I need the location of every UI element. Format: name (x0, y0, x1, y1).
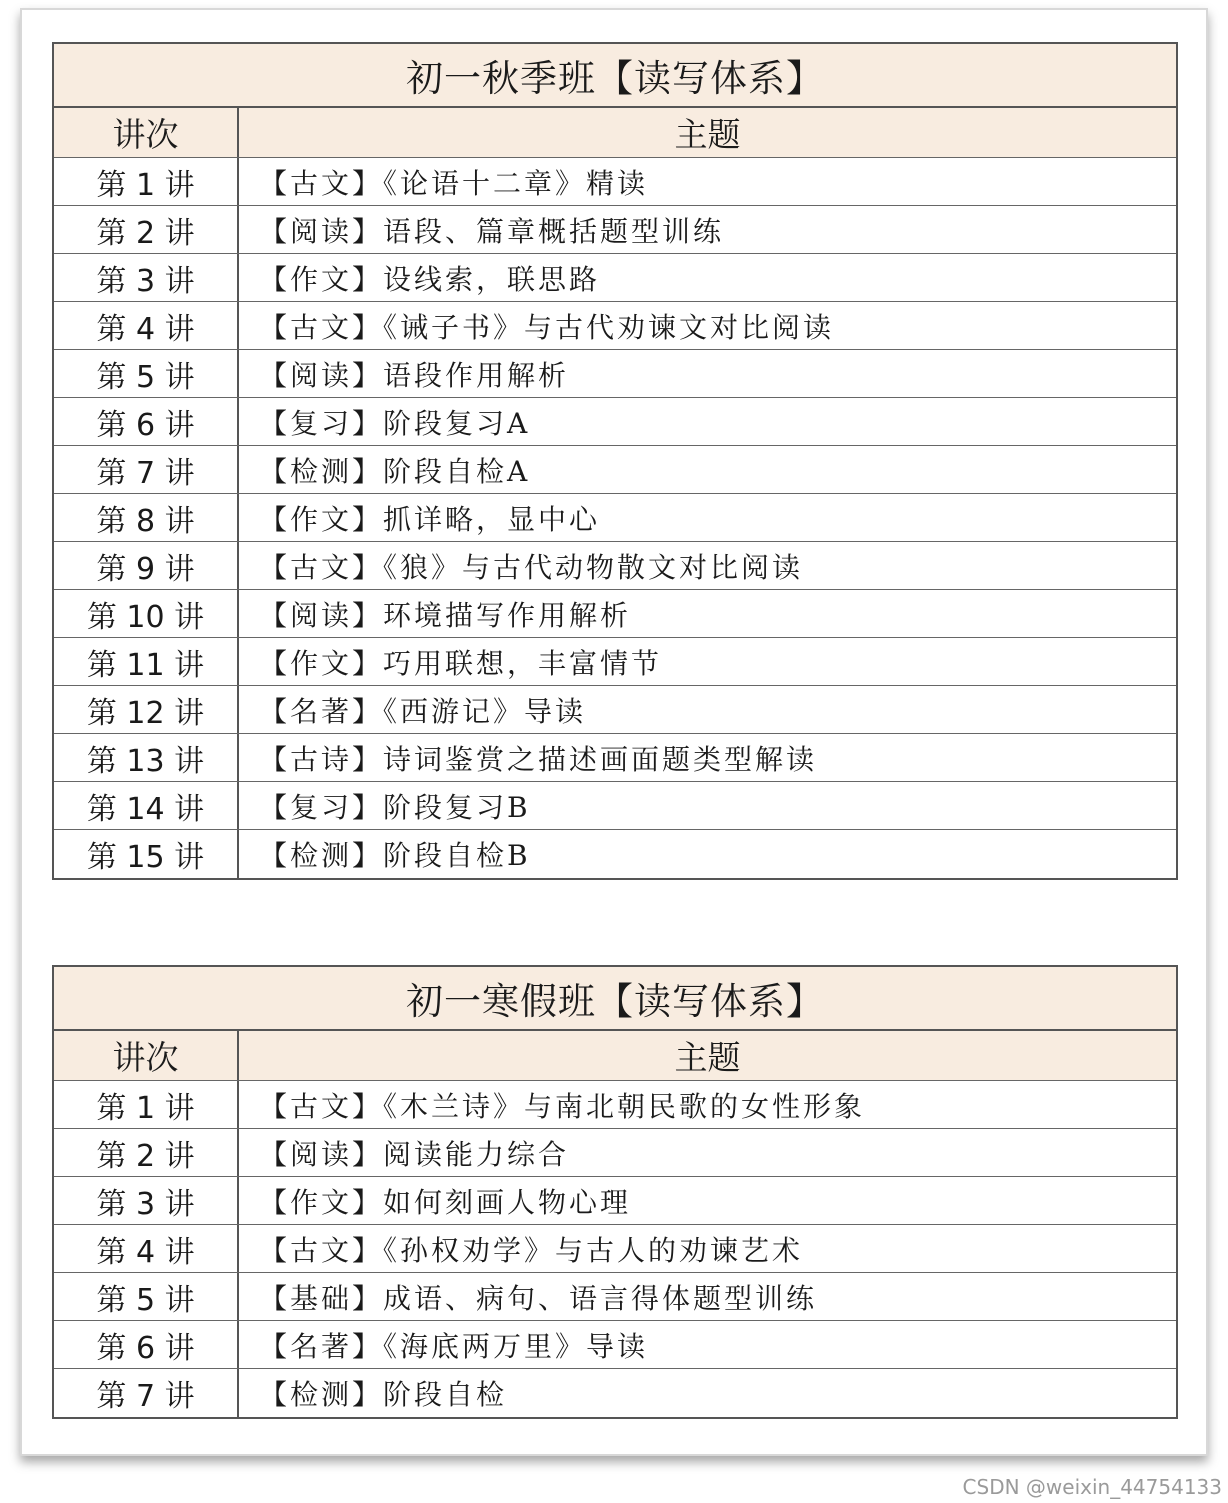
lecture-number-cell: 第 4 讲 (54, 302, 239, 349)
table-row (54, 254, 1176, 302)
table-header-row (54, 1031, 1176, 1081)
topic-cell: 【复习】阶段复习B (259, 790, 531, 824)
table-row (54, 1225, 1176, 1273)
table-row (54, 446, 1176, 494)
table-row (54, 734, 1176, 782)
topic-cell: 【古文】《木兰诗》与南北朝民歌的女性形象 (259, 1089, 866, 1123)
topic-cell: 【古诗】诗词鉴赏之描述画面题类型解读 (259, 742, 818, 776)
topic-cell: 【检测】阶段自检A (259, 454, 531, 488)
table-title: 初一寒假班【读写体系】 (54, 967, 1176, 1031)
topic-cell: 【作文】巧用联想，丰富情节 (259, 646, 663, 680)
lecture-number-cell: 第 14 讲 (54, 782, 239, 829)
lecture-number-cell: 第 8 讲 (54, 494, 239, 541)
topic-cell: 【古文】《孙权劝学》与古人的劝谏艺术 (259, 1233, 804, 1267)
lecture-number-cell: 第 7 讲 (54, 1369, 239, 1417)
lecture-number-cell: 第 7 讲 (54, 446, 239, 493)
topic-cell: 【古文】《诫子书》与古代劝谏文对比阅读 (259, 310, 835, 344)
table-row (54, 1369, 1176, 1417)
lecture-number-cell: 第 2 讲 (54, 1129, 239, 1176)
table-row (54, 350, 1176, 398)
table-row (54, 158, 1176, 206)
lecture-number-cell: 第 6 讲 (54, 1321, 239, 1368)
topic-cell: 【作文】抓详略，显中心 (259, 502, 601, 536)
table-row (54, 830, 1176, 878)
table-body (54, 108, 1176, 878)
table-header-row (54, 108, 1176, 158)
lecture-number-cell: 第 4 讲 (54, 1225, 239, 1272)
lecture-number-cell: 第 6 讲 (54, 398, 239, 445)
topic-cell: 【名著】《海底两万里》导读 (259, 1329, 649, 1363)
topic-cell: 【检测】阶段自检 (259, 1378, 508, 1411)
column-header-topic: 主题 (674, 1038, 741, 1077)
lecture-number-cell: 第 15 讲 (54, 830, 239, 878)
topic-cell: 【阅读】语段作用解析 (259, 358, 570, 392)
lecture-number-cell: 第 1 讲 (54, 158, 239, 205)
table-row (54, 206, 1176, 254)
table-row (54, 302, 1176, 350)
table-row (54, 1081, 1176, 1129)
topic-cell: 【阅读】语段、篇章概括题型训练 (259, 214, 725, 248)
topic-cell: 【古文】《狼》与古代动物散文对比阅读 (259, 550, 804, 584)
topic-cell: 【阅读】阅读能力综合 (259, 1137, 570, 1171)
table-row (54, 638, 1176, 686)
lecture-number-cell: 第 3 讲 (54, 1177, 239, 1224)
topic-cell: 【作文】设线索，联思路 (259, 262, 601, 296)
lecture-number-cell: 第 5 讲 (54, 1273, 239, 1320)
table-row (54, 1129, 1176, 1177)
topic-cell: 【阅读】环境描写作用解析 (259, 598, 632, 632)
table-title: 初一秋季班【读写体系】 (54, 44, 1176, 108)
lecture-number-cell: 第 10 讲 (54, 590, 239, 637)
lecture-number-cell: 第 5 讲 (54, 350, 239, 397)
column-header-lecture: 讲次 (54, 108, 239, 157)
topic-cell: 【作文】如何刻画人物心理 (259, 1185, 632, 1219)
autumn-schedule-table (52, 42, 1178, 880)
table-row (54, 494, 1176, 542)
lecture-number-cell: 第 12 讲 (54, 686, 239, 733)
table-row (54, 398, 1176, 446)
table-row (54, 1321, 1176, 1369)
topic-cell: 【古文】《论语十二章》精读 (259, 166, 649, 200)
watermark-text: CSDN @weixin_44754133 (962, 1475, 1222, 1499)
lecture-number-cell: 第 11 讲 (54, 638, 239, 685)
topic-cell: 【名著】《西游记》导读 (259, 694, 587, 728)
winter-schedule-table (52, 965, 1178, 1419)
topic-cell: 【复习】阶段复习A (259, 406, 531, 440)
table-row (54, 542, 1176, 590)
lecture-number-cell: 第 9 讲 (54, 542, 239, 589)
topic-cell: 【基础】成语、病句、语言得体题型训练 (259, 1281, 818, 1315)
topic-cell: 【检测】阶段自检B (259, 839, 531, 872)
lecture-number-cell: 第 1 讲 (54, 1081, 239, 1128)
table-body (54, 1031, 1176, 1417)
table-row (54, 590, 1176, 638)
column-header-topic: 主题 (674, 115, 741, 154)
lecture-number-cell: 第 2 讲 (54, 206, 239, 253)
document-page (20, 8, 1208, 1456)
lecture-number-cell: 第 13 讲 (54, 734, 239, 781)
lecture-number-cell: 第 3 讲 (54, 254, 239, 301)
column-header-lecture: 讲次 (54, 1031, 239, 1080)
table-row (54, 782, 1176, 830)
table-row (54, 686, 1176, 734)
table-row (54, 1273, 1176, 1321)
table-row (54, 1177, 1176, 1225)
